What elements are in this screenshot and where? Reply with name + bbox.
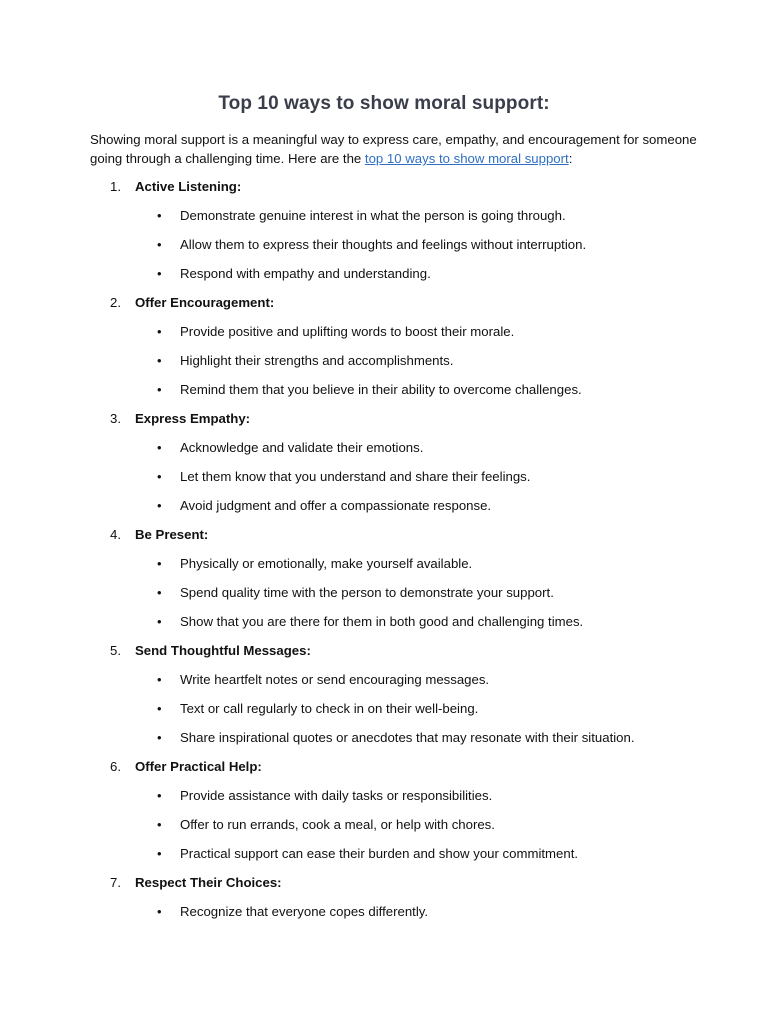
list-item — [0, 873, 768, 931]
sub-list-item — [0, 815, 768, 844]
sub-list-item — [0, 496, 768, 525]
tips-list — [0, 177, 768, 931]
sub-list-item — [0, 235, 768, 264]
list-item-heading — [0, 757, 768, 786]
sub-list — [0, 322, 768, 409]
bullet-icon: • — [157, 817, 162, 832]
sub-list-item — [0, 380, 768, 409]
sub-list-item — [0, 670, 768, 699]
list-item — [0, 757, 768, 873]
bullet-icon: • — [157, 469, 162, 484]
sub-list — [0, 786, 768, 873]
list-item-title: Active Listening: — [135, 179, 242, 194]
sub-list-item-text: Provide positive and uplifting words to boost their morale. — [180, 324, 515, 339]
list-item-heading — [0, 409, 768, 438]
sub-list-item-text: Allow them to express their thoughts and feelings without interruption. — [180, 237, 587, 252]
sub-list-item — [0, 322, 768, 351]
sub-list-item — [0, 206, 768, 235]
bullet-icon: • — [157, 904, 162, 919]
bullet-icon: • — [157, 730, 162, 745]
sub-list-item — [0, 438, 768, 467]
sub-list — [0, 902, 768, 931]
list-item-number: 2. — [110, 295, 121, 310]
list-item-heading — [0, 641, 768, 670]
list-item-number: 6. — [110, 759, 121, 774]
list-item — [0, 409, 768, 525]
list-item-title: Offer Encouragement: — [135, 295, 275, 310]
sub-list-item — [0, 264, 768, 293]
sub-list-item-text: Offer to run errands, cook a meal, or help with chores. — [180, 817, 495, 832]
list-item — [0, 641, 768, 757]
sub-list — [0, 554, 768, 641]
sub-list-item-text: Avoid judgment and offer a compassionate response. — [180, 498, 492, 513]
sub-list-item — [0, 612, 768, 641]
bullet-icon: • — [157, 440, 162, 455]
list-item-number: 1. — [110, 179, 121, 194]
list-item-number: 5. — [110, 643, 121, 658]
page-title: Top 10 ways to show moral support: — [218, 93, 550, 114]
list-item — [0, 177, 768, 293]
list-item-heading — [0, 873, 768, 902]
sub-list-item-text: Spend quality time with the person to demonstrate your support. — [180, 585, 554, 600]
sub-list-item — [0, 902, 768, 931]
bullet-icon: • — [157, 788, 162, 803]
bullet-icon: • — [157, 846, 162, 861]
sub-list-item — [0, 728, 768, 757]
sub-list-item-text: Physically or emotionally, make yourself available. — [180, 556, 473, 571]
bullet-icon: • — [157, 237, 162, 252]
sub-list-item — [0, 467, 768, 496]
intro-link[interactable]: top 10 ways to show moral support — [364, 151, 569, 166]
bullet-icon: • — [157, 382, 162, 397]
sub-list — [0, 670, 768, 757]
intro-tail: : — [568, 151, 573, 166]
bullet-icon: • — [157, 585, 162, 600]
list-item-heading — [0, 293, 768, 322]
list-item-heading — [0, 525, 768, 554]
bullet-icon: • — [157, 556, 162, 571]
sub-list-item-text: Recognize that everyone copes differently. — [180, 904, 429, 919]
sub-list-item-text: Text or call regularly to check in on their well-being. — [180, 701, 479, 716]
sub-list-item-text: Write heartfelt notes or send encouraging messages. — [180, 672, 490, 687]
list-item-number: 4. — [110, 527, 121, 542]
list-item-heading — [0, 177, 768, 206]
sub-list-item-text: Let them know that you understand and share their feelings. — [180, 469, 531, 484]
list-item-number: 7. — [110, 875, 121, 890]
list-item-number: 3. — [110, 411, 121, 426]
sub-list-item — [0, 351, 768, 380]
sub-list-item — [0, 844, 768, 873]
sub-list-item — [0, 699, 768, 728]
intro-paragraph — [90, 130, 700, 168]
sub-list-item-text: Acknowledge and validate their emotions. — [180, 440, 424, 455]
sub-list-item — [0, 786, 768, 815]
list-item — [0, 293, 768, 409]
bullet-icon: • — [157, 672, 162, 687]
sub-list-item-text: Practical support can ease their burden and show your commitment. — [180, 846, 579, 861]
list-item-title: Express Empathy: — [135, 411, 251, 426]
list-item-title: Respect Their Choices: — [135, 875, 282, 890]
sub-list-item-text: Highlight their strengths and accomplishments. — [180, 353, 454, 368]
sub-list-item — [0, 583, 768, 612]
sub-list-item-text: Demonstrate genuine interest in what the person is going through. — [180, 208, 566, 223]
list-item-title: Be Present: — [135, 527, 209, 542]
bullet-icon: • — [157, 498, 162, 513]
sub-list — [0, 438, 768, 525]
bullet-icon: • — [157, 324, 162, 339]
bullet-icon: • — [157, 208, 162, 223]
sub-list-item-text: Show that you are there for them in both good and challenging times. — [180, 614, 584, 629]
sub-list-item — [0, 554, 768, 583]
bullet-icon: • — [157, 266, 162, 281]
list-item — [0, 525, 768, 641]
bullet-icon: • — [157, 353, 162, 368]
list-item-title: Offer Practical Help: — [135, 759, 262, 774]
bullet-icon: • — [157, 614, 162, 629]
bullet-icon: • — [157, 701, 162, 716]
sub-list-item-text: Remind them that you believe in their ability to overcome challenges. — [180, 382, 582, 397]
list-item-title: Send Thoughtful Messages: — [135, 643, 311, 658]
sub-list-item-text: Share inspirational quotes or anecdotes that may resonate with their situation. — [180, 730, 635, 745]
sub-list-item-text: Provide assistance with daily tasks or responsibilities. — [180, 788, 493, 803]
intro-text: Showing moral support is a meaningful way to express care, empathy, and encouragement for someone going through a challenging time. Here are the — [90, 132, 697, 166]
sub-list — [0, 206, 768, 293]
sub-list-item-text: Respond with empathy and understanding. — [180, 266, 431, 281]
